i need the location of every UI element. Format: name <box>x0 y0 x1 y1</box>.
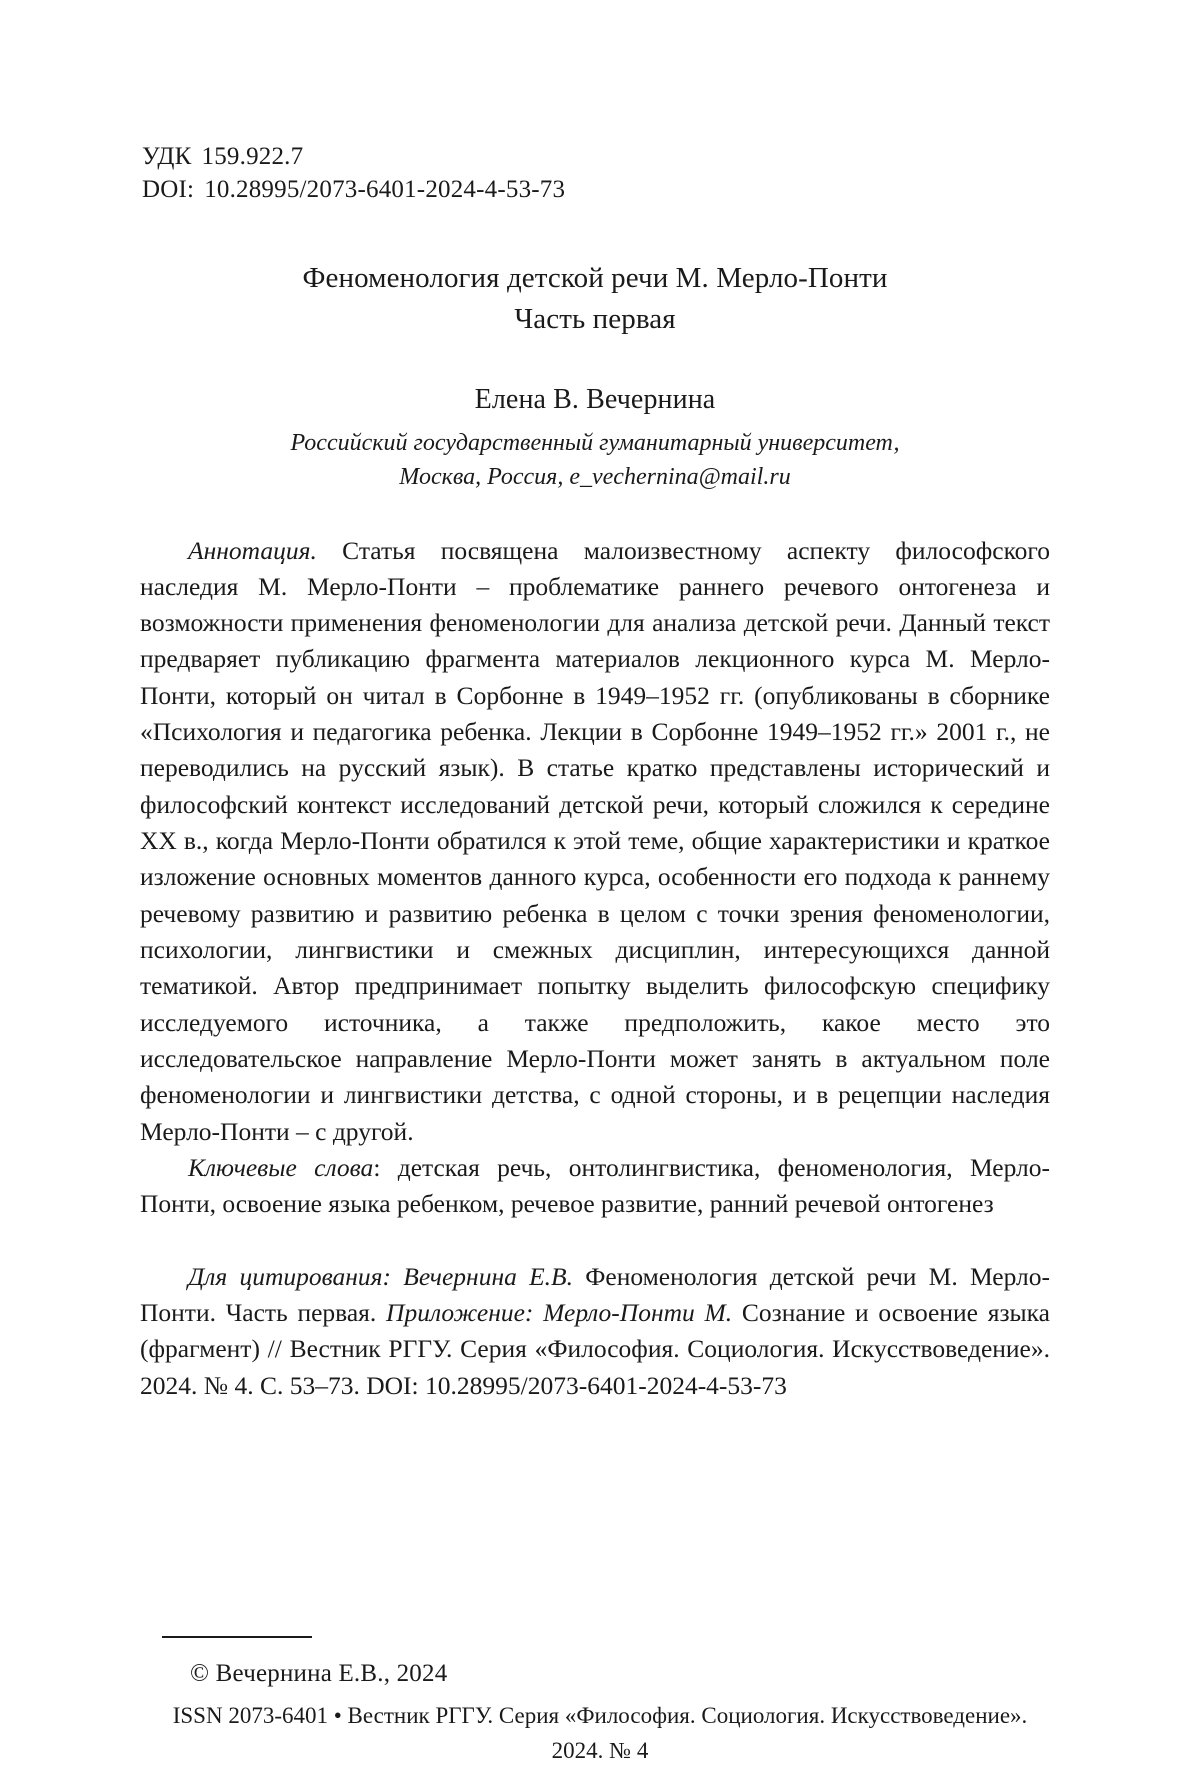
keywords-paragraph <box>140 1150 1050 1223</box>
copyright-line: © Вечернина Е.В., 2024 <box>190 1660 448 1687</box>
keywords-label: Ключевые слова <box>188 1153 374 1183</box>
doi-line <box>142 173 1050 206</box>
udk-label: УДК <box>142 143 192 170</box>
citation-label: Для цитирования: Вечернина Е.В. <box>188 1261 573 1291</box>
doi-label: DOI: <box>142 176 195 203</box>
citation-part-1: Феноменология детской речи М. Мерло-Понти. Часть первая. <box>140 1261 1050 1328</box>
title-line-2: Часть первая <box>514 303 676 336</box>
footnote-area <box>140 1636 1050 1688</box>
issn-line-1: ISSN 2073-6401 • Вестник РГГУ. Серия «Философия. Социология. Искусствоведение». <box>172 1703 1028 1728</box>
abstract-label: Аннотация. <box>188 535 317 565</box>
identifier-block <box>142 140 1050 206</box>
author-affiliation <box>140 426 1050 494</box>
affiliation-line-1: Российский государственный гуманитарный университет, <box>290 430 900 457</box>
affiliation-line-2: Москва, Россия, e_vechernina@mail.ru <box>399 464 791 491</box>
abstract-body: Статья посвящена малоизвестному аспекту философского наследия М. Мерло-Понти – проблематике раннего речевого онтогенеза и возможности применения феноменологии для анализа детской речи. Данный текст предваряет публикацию фрагмента материалов лекционного курса М. Мерло-Понти, который он читал в Сорбонне в 1949–1952 гг. (опубликованы в сборнике «Психология и педагогика ребенка. Лекции в Сорбонне 1949–1952 гг.» 2001 г., не переводились на русский язык). В статье кратко представлены исторический и философский контекст исследований детской речи, который сложился к середине XX в., когда Мерло-Понти обратился к этой теме, общие характеристики и краткое изложение основных моментов данного курса, особенности его подхода к раннему речевому развитию и развитию ребенка в целом с точки зрения феноменологии, психологии, лингвистики и смежных дисциплин, интересующихся данной тематикой. Автор предпринимает попытку выделить философскую специфику исследуемого источника, а также предположить, какое место это исследовательское направление Мерло-Понти может занять в актуальном поле феноменологии и лингвистики детства, с одной стороны, и в рецепции наследия Мерло-Понти – с другой. <box>140 535 1050 1146</box>
keywords-body: : детская речь, онтолингвистика, феноменология, Мерло-Понти, освоение языка ребенком, речевое развитие, ранний речевой онтогенез <box>140 1153 1050 1219</box>
citation-part-2: Сознание и освоение языка (фрагмент) // Вестник РГГУ. Серия «Философия. Социология. Искусствоведение». 2024. № 4. С. 53–73. DOI: 10.28995/2073-6401-2024-4-53-73 <box>140 1298 1050 1400</box>
doi-value: 10.28995/2073-6401-2024-4-53-73 <box>204 176 566 203</box>
issn-line-2: 2024. № 4 <box>551 1737 649 1763</box>
citation-section <box>140 1259 1050 1404</box>
udk-line <box>142 140 1050 173</box>
footnote-divider <box>162 1636 312 1638</box>
udk-value: 159.922.7 <box>201 143 304 170</box>
title-line-1: Феноменология детской речи М. Мерло-Понти <box>302 262 888 294</box>
citation-appendix-label: Приложение: Мерло-Понти М. <box>386 1298 733 1328</box>
journal-footer <box>0 1699 1200 1768</box>
citation-paragraph <box>140 1259 1050 1404</box>
page-title <box>140 258 1050 340</box>
author-name: Елена В. Вечернина <box>474 384 716 416</box>
abstract-section <box>140 533 1050 1223</box>
abstract-paragraph <box>140 533 1050 1151</box>
